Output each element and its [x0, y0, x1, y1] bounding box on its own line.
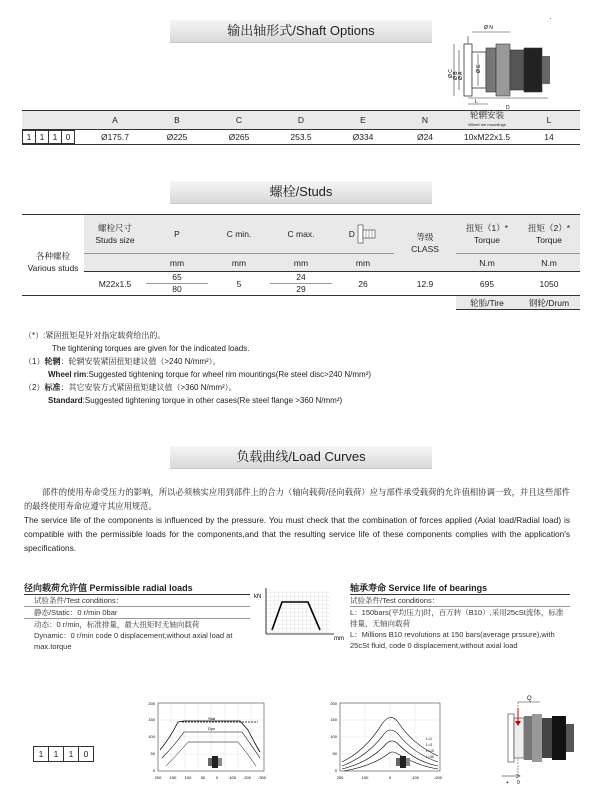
shaft-header-l: L	[518, 111, 580, 130]
chart-right-ytick-0: 0	[334, 768, 337, 773]
chart-right-l3: L=3	[426, 743, 432, 747]
bearing-life-chart	[326, 700, 446, 782]
bearing-l-cn: L：150bars(平均压力)时，百万转（B10）,采用25cSt流体，标准排量，无轴向载荷	[350, 608, 564, 628]
studs-foot-drum: 钢轮/Drum	[518, 296, 580, 310]
studs-unit-t2: N.m	[518, 254, 580, 272]
radial-loads-section	[24, 581, 250, 652]
chart-left-xtick-6: -100	[227, 775, 237, 780]
bottom-code: 1 1 1 0	[33, 744, 94, 762]
shaft-header-b: B	[146, 111, 208, 130]
radial-dynamic-en: Dynamic：0 r/min code 0 displacement,without axial load at max.torque	[34, 631, 233, 651]
chart-left-xtick-4: 50	[200, 775, 206, 780]
note-asterisk-cn: （*）:紧固扭矩是针对指定载荷给出的。	[24, 331, 166, 340]
torque-notes	[24, 329, 564, 407]
diagram-zero-label: 0	[517, 780, 520, 786]
radial-mini-chart	[254, 584, 346, 644]
chart-left-ytick-100: 100	[148, 734, 155, 739]
studs-torque1-header: 扭矩（1）* Torque	[456, 215, 518, 254]
load-curves-banner: 负载曲线/Load Curves	[170, 446, 432, 469]
shaft-header-e: E	[332, 111, 394, 130]
studs-table	[22, 214, 580, 310]
diagram-label-l: L	[475, 99, 478, 105]
bearing-life-section	[350, 581, 570, 651]
shaft-value-n: Ø24	[416, 132, 434, 142]
mini-chart-mm: mm	[334, 636, 344, 642]
page-mark: ·	[549, 14, 552, 23]
studs-unit-cmax: mm	[270, 254, 332, 272]
studs-size-header: 螺栓尺寸 Studs size	[84, 215, 146, 254]
shaft-value-c: Ø265	[228, 132, 250, 142]
wheel-rim-en: Wheel rim mountings	[468, 122, 506, 127]
studs-unit-cmin: mm	[208, 254, 270, 272]
chart-right-xtick-4: -100	[410, 775, 420, 780]
chart-left-ytick-0: 0	[152, 768, 155, 773]
shaft-value-a: Ø175.7	[101, 132, 129, 142]
radial-loads-title: 径向载荷允许值 Permissible radial loads	[24, 581, 250, 595]
chart-right-l1: L=1	[426, 737, 432, 741]
studs-various-en: Various studs	[27, 263, 79, 273]
stud-icon	[357, 223, 377, 245]
studs-cmin-header: C min.	[208, 215, 270, 254]
studs-class-header: 等级 CLASS	[394, 215, 456, 272]
studs-unit-p: mm	[146, 254, 208, 272]
radial-dynamic-cn: 动态：0 r/min，标准排量，最大扭矩时无轴向载荷	[34, 620, 200, 629]
bearing-l-en: L：Millions B10 revolutions at 150 bars(average prssure),with 25cSt fluid, code 0 displacement,without axial load	[350, 630, 555, 650]
chart-left-xtick-7: -200	[242, 775, 252, 780]
bearing-test-conditions: 试验条件/Test conditions：	[350, 595, 570, 607]
shaft-header-c: C	[208, 111, 270, 130]
shaft-value-l: 14	[544, 132, 554, 142]
chart-left-xtick-3: 100	[184, 775, 192, 780]
chart-left-xtick-8: -300	[257, 775, 267, 780]
bearing-life-title: 轴承寿命 Service life of bearings	[350, 581, 570, 595]
note-1-en: Wheel rim:Suggested tightening torque for wheel rim mountings(Re steel disc>240 N/mm²)	[48, 370, 372, 379]
chart-left-ytick-200: 200	[148, 701, 155, 706]
studs-banner: 螺栓/Studs	[170, 181, 432, 204]
studs-cmin-value: 5	[208, 272, 270, 296]
shaft-value-b: Ø225	[166, 132, 188, 142]
note-1-cn: （1）轮辋：轮辋安装紧固扭矩建议值（>240 N/mm²）。	[24, 357, 221, 366]
chart-right-ytick-150: 150	[330, 717, 337, 722]
motor-shaft-diagram	[448, 18, 566, 110]
mini-chart-kn: kN	[254, 594, 262, 600]
wheel-rim-cn: 轮辋安装	[469, 110, 504, 120]
chart-left-stat: Stat	[208, 716, 216, 721]
chart-right-xtick-5: -200	[433, 775, 443, 780]
chart-left-xtick-5: 0	[215, 775, 219, 780]
shaft-header-a: A	[84, 111, 146, 130]
studs-p-value: 65 80	[146, 272, 208, 296]
chart-right-xtick-2: 100	[361, 775, 369, 780]
studs-foot-tire: 轮胎/Tire	[456, 296, 518, 310]
diagram-zero-left: +	[506, 780, 509, 786]
shaft-header-wheel-rim	[456, 111, 518, 130]
shaft-header-n: N	[394, 111, 456, 130]
studs-cmax-value: 24 29	[270, 272, 332, 296]
studs-various-cell	[22, 215, 84, 296]
radial-test-conditions: 试验条件/Test conditions：	[24, 595, 250, 607]
diagram-label-b: Ø B	[453, 71, 459, 80]
studs-t1-value: 695	[456, 272, 518, 296]
chart-left-ytick-50: 50	[150, 751, 155, 756]
chart-left-ytick-150: 150	[148, 717, 155, 722]
diagram-label-n: Ø N	[484, 25, 493, 31]
studs-d-value: 26	[332, 272, 394, 296]
note-2-cn: （2）标准：其它安装方式紧固扭矩建议值（>360 N/mm²）。	[24, 383, 237, 392]
diagram-label-e: Ø E	[476, 64, 482, 73]
shaft-options-banner: 输出轴形式/Shaft Options	[170, 20, 432, 43]
radial-load-chart	[144, 700, 269, 782]
load-paragraph-cn: 部件的使用寿命受压力的影响，所以必须核实应用到部件上的合力（轴向载荷/径向载荷）应与部件承受载荷的允许值相协调一致，并且这些部件的最终使用寿命应遵守其应用规范。	[24, 487, 570, 511]
studs-torque2-header: 扭矩（2）* Torque	[518, 215, 580, 254]
chart-right-ytick-100: 100	[330, 734, 337, 739]
chart-right-ytick-200: 200	[330, 701, 337, 706]
shaft-value-wheel-rim: 10xM22x1.5	[463, 132, 511, 142]
radial-static: 静态/Static：0 r/min 0bar	[24, 607, 250, 619]
chart-right-xtick-3: 0	[388, 775, 392, 780]
studs-t2-value: 1050	[518, 272, 580, 296]
studs-unit-d: mm	[332, 254, 394, 272]
studs-cmax-header: C max.	[270, 215, 332, 254]
chart-left-xtick-1: 200	[154, 775, 162, 780]
note-asterisk-en: The tightening torques are given for the indicated loads.	[52, 344, 250, 353]
chart-left-dyn: Dyn	[208, 726, 216, 731]
studs-size-value: M22x1.5	[84, 272, 146, 296]
diagram-label-d: D	[506, 105, 510, 110]
studs-unit-t1: N.m	[456, 254, 518, 272]
studs-class-value: 12.9	[394, 272, 456, 296]
chart-right-l30: L=30	[426, 755, 434, 759]
diagram-label-a: Ø A	[458, 71, 464, 80]
radial-load-diagram	[494, 694, 580, 786]
shaft-options-table	[22, 110, 580, 145]
studs-d-header: D	[332, 215, 394, 254]
chart-left-xtick-2: 150	[169, 775, 177, 780]
shaft-value-d: 253.5	[290, 132, 312, 142]
chart-right-l10: L=10	[426, 749, 434, 753]
shaft-code: 1 1 1 0	[22, 130, 75, 144]
shaft-value-e: Ø334	[352, 132, 374, 142]
chart-right-ytick-50: 50	[332, 751, 337, 756]
note-2-en: Standard:Suggested tightening torque in other cases(Re steel flange >360 N/mm²)	[48, 396, 343, 405]
load-paragraph-en: The service life of the components is influenced by the pressure. You must check that the combination of forces applied (Axial load/Radial load) is compatible with the permissible loads for the components,and that the resulting service life of these components complies with the application's specifications.	[24, 515, 570, 553]
studs-various-cn: 各种螺栓	[35, 251, 70, 261]
studs-p-header: P	[146, 215, 208, 254]
diagram-label-c: Ø C	[448, 69, 454, 78]
chart-right-xtick-1: 200	[336, 775, 344, 780]
diagram-q-label: Q	[527, 696, 532, 702]
load-paragraph	[24, 485, 570, 555]
shaft-header-d: D	[270, 111, 332, 130]
